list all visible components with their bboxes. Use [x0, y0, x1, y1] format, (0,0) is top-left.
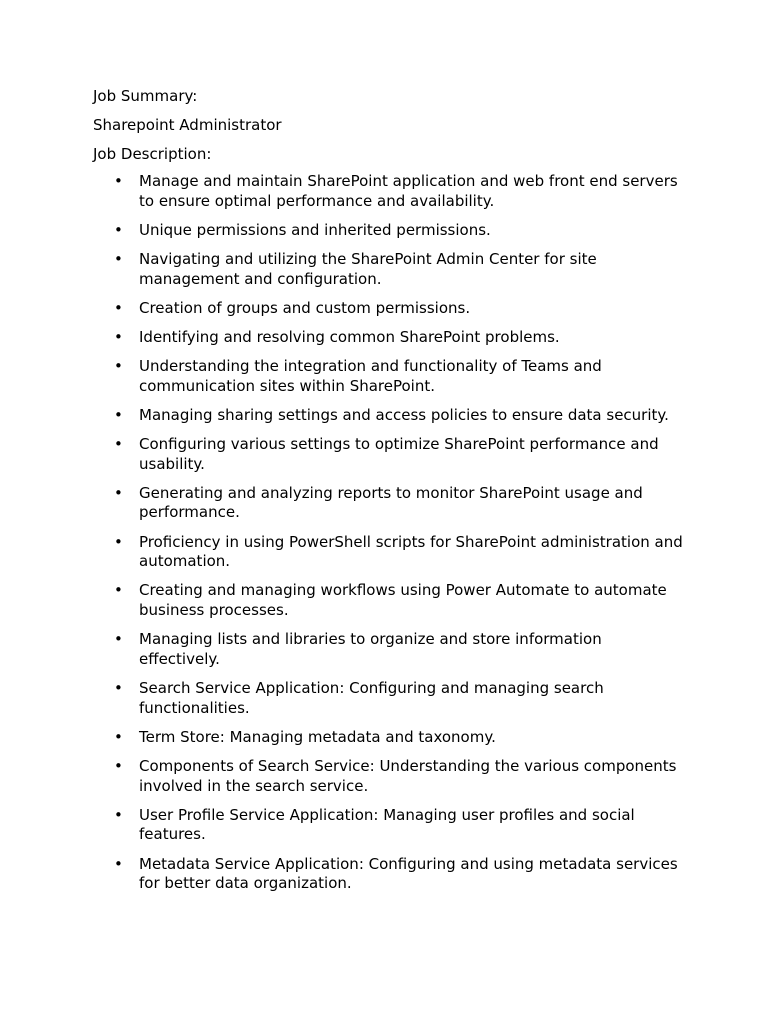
bullet-icon: •: [114, 679, 123, 697]
list-item: [93, 581, 684, 620]
list-item-text: Generating and analyzing reports to monitor SharePoint usage and performance.: [139, 483, 643, 522]
list-item-text: Creation of groups and custom permissions.: [139, 298, 471, 317]
list-item-text: Managing sharing settings and access policies to ensure data security.: [139, 405, 669, 424]
bullet-icon: •: [114, 756, 123, 775]
bullet-icon: •: [114, 220, 123, 239]
bullet-icon: •: [114, 327, 123, 346]
list-item: [93, 855, 684, 894]
list-item: [93, 806, 684, 845]
job-title: Sharepoint Administrator: [93, 116, 282, 134]
responsibilities-list: [93, 172, 693, 894]
list-item: [93, 172, 684, 211]
job-description-label: Job Description:: [93, 145, 212, 163]
list-item-text: Understanding the integration and functionality of Teams and communication sites within SharePoint.: [139, 357, 602, 395]
list-item-text: Configuring various settings to optimize SharePoint performance and usability.: [139, 435, 659, 473]
bullet-icon: •: [114, 172, 123, 190]
list-item: [93, 250, 684, 289]
list-item: [93, 728, 684, 748]
list-item-text: Identifying and resolving common SharePoint problems.: [139, 327, 560, 346]
list-item: [93, 435, 684, 474]
bullet-icon: •: [114, 483, 123, 502]
list-item: [93, 679, 684, 718]
bullet-icon: •: [114, 357, 123, 376]
job-summary-label: Job Summary:: [93, 87, 198, 105]
bullet-icon: •: [114, 249, 123, 268]
list-item: [93, 328, 684, 348]
list-item: [93, 757, 684, 796]
bullet-icon: •: [114, 630, 123, 649]
document-page: [93, 85, 693, 903]
bullet-icon: •: [114, 532, 123, 551]
bullet-icon: •: [114, 298, 123, 317]
list-item-text: Term Store: Managing metadata and taxonomy.: [139, 727, 496, 746]
bullet-icon: •: [114, 405, 123, 424]
list-item-text: Creating and managing workflows using Power Automate to automate business processes.: [139, 581, 667, 620]
list-item-text: Managing lists and libraries to organize and store information effectively.: [139, 630, 602, 668]
list-item: [93, 357, 684, 396]
list-item: [93, 221, 684, 241]
list-item: [93, 630, 684, 669]
list-item-text: Search Service Application: Configuring and managing search functionalities.: [139, 679, 604, 717]
list-item: [93, 484, 684, 523]
list-item-text: Unique permissions and inherited permissions.: [139, 220, 491, 239]
list-item-text: Navigating and utilizing the SharePoint Admin Center for site management and configuration.: [139, 249, 597, 288]
list-item-text: Components of Search Service: Understanding the various components involved in the search service.: [139, 756, 677, 795]
bullet-icon: •: [114, 727, 123, 746]
list-item-text: Metadata Service Application: Configuring and using metadata services for better data organization.: [139, 854, 678, 893]
bullet-icon: •: [114, 581, 123, 600]
bullet-icon: •: [114, 805, 123, 824]
list-item-text: Manage and maintain SharePoint application and web front end servers to ensure optimal performance and availability.: [139, 172, 678, 210]
list-item-text: User Profile Service Application: Managing user profiles and social features.: [139, 805, 635, 844]
list-item: [93, 406, 684, 426]
bullet-icon: •: [114, 435, 123, 454]
list-item: [93, 533, 684, 572]
list-item-text: Proficiency in using PowerShell scripts for SharePoint administration and automation.: [139, 532, 683, 571]
bullet-icon: •: [114, 854, 123, 873]
list-item: [93, 299, 684, 319]
